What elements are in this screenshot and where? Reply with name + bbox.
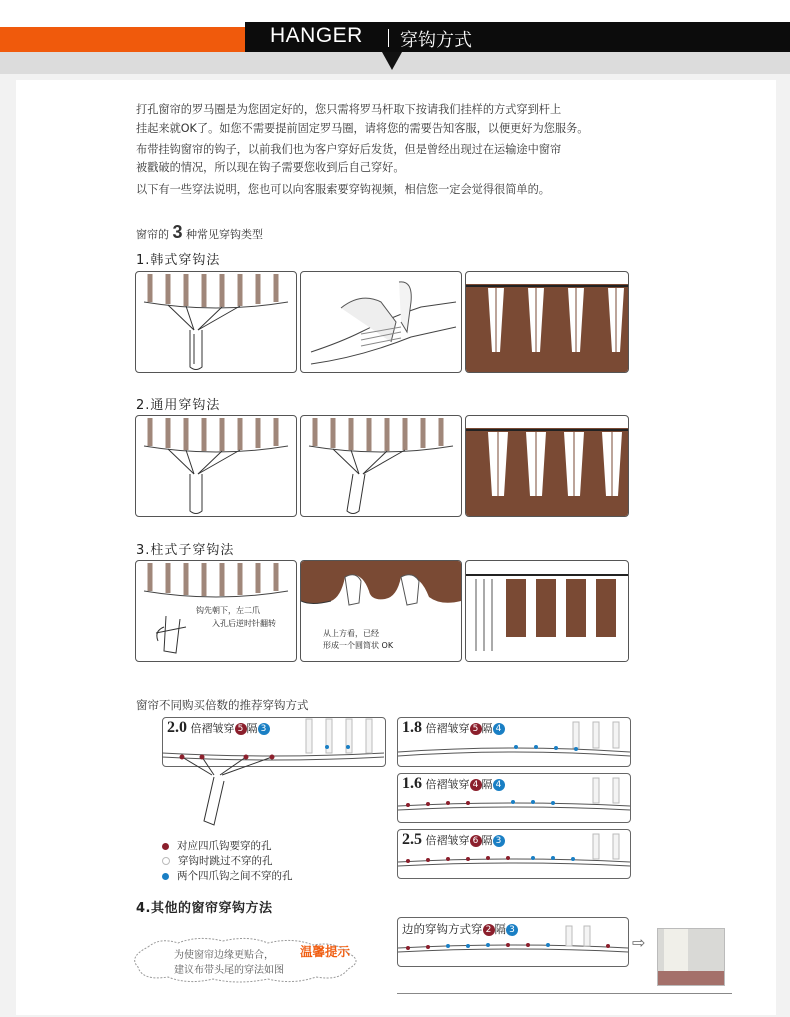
method-3-image-2 bbox=[300, 560, 462, 662]
curtain-tape-hook-illustration bbox=[136, 272, 296, 372]
intro-paragraph-1a: 打孔窗帘的罗马圈是为您固定好的，您只需将罗马杆取下按请我们挂样的方式穿到杆上 bbox=[136, 103, 562, 116]
blue-dot-icon bbox=[162, 873, 169, 880]
method-1-title: 1.韩式穿钩法 bbox=[136, 253, 221, 268]
hook-insertion-illustration bbox=[301, 272, 461, 372]
types-count: 3 bbox=[172, 222, 183, 242]
other-heading: 4.其他的窗帘穿钩方法 bbox=[136, 901, 273, 916]
mult-2.5: 2.5 bbox=[402, 831, 422, 848]
header-arrow-icon bbox=[382, 52, 402, 70]
bottom-divider bbox=[397, 993, 732, 994]
mult-1.8: 1.8 bbox=[402, 719, 422, 736]
r1-text-b: 隔 bbox=[246, 722, 258, 735]
r1-skip-count: 3 bbox=[258, 723, 270, 735]
recommend-2.5-box bbox=[397, 829, 631, 879]
edge-method-holes bbox=[398, 918, 628, 966]
intro-paragraph-2b: 被戳破的情况，所以现在钩子需要您收到后自己穿好。 bbox=[136, 161, 405, 174]
method-2-image-1 bbox=[135, 415, 297, 517]
r2-text-b: 隔 bbox=[481, 722, 493, 735]
header-title-cn: 穿钩方式 bbox=[400, 30, 472, 51]
method-1-image-3 bbox=[465, 271, 629, 373]
method-3-note-b1: 从上方看，已经 bbox=[323, 629, 379, 638]
r4-skip-count: 3 bbox=[493, 835, 505, 847]
legend-item-pierce bbox=[162, 838, 272, 853]
r3-pierce-count: 4 bbox=[470, 779, 482, 791]
recommend-1.8-holes bbox=[398, 718, 630, 766]
method-3-note-a2: 入孔后逆时针翻转 bbox=[212, 619, 276, 628]
recommend-1.6-holes bbox=[398, 774, 630, 822]
arrow-right-icon: ⇨ bbox=[632, 933, 646, 952]
mult-2.0: 2.0 bbox=[167, 719, 187, 736]
content-panel bbox=[16, 80, 776, 1015]
curtain-tape-hook-illustration bbox=[136, 416, 296, 516]
types-prefix: 窗帘的 bbox=[136, 228, 169, 241]
method-2-title: 2.通用穿钩法 bbox=[136, 398, 221, 413]
r2-pierce-count: 5 bbox=[470, 723, 482, 735]
method-1-image-2 bbox=[300, 271, 462, 373]
r4-text-a: 倍褶皱穿 bbox=[425, 834, 470, 847]
method-3-note-b2: 形成一个圆筒状 OK bbox=[323, 641, 394, 650]
intro-paragraph-2a: 布带挂钩窗帘的钩子，以前我们也为客户穿好后发货，但是曾经出现过在运输途中窗帘 bbox=[136, 143, 562, 156]
edge-text-a: 边的穿钩方式穿 bbox=[402, 922, 483, 936]
intro-paragraph-1b: 挂起来就OK了。如您不需要提前固定罗马圈，请将您的需要告知客服，以便更好为您服务。 bbox=[136, 122, 589, 135]
intro-paragraph-3: 以下有一些穿法说明，您也可以向客服索要穿钩视频，相信您一定会觉得很简单的。 bbox=[136, 183, 550, 196]
method-2-image-3 bbox=[465, 415, 629, 517]
photo-bottom bbox=[658, 971, 724, 985]
photo-thumbnail bbox=[657, 928, 725, 986]
header-title-en: HANGER bbox=[270, 24, 363, 47]
r1-text-a: 倍褶皱穿 bbox=[190, 722, 235, 735]
r1-pierce-count: 5 bbox=[235, 723, 247, 735]
edge-skip-count: 3 bbox=[506, 924, 518, 936]
edge-text-b: 隔 bbox=[494, 922, 506, 936]
recommend-2.0-hook-diagram bbox=[162, 717, 384, 827]
method-3-title: 3.柱式子穿钩法 bbox=[136, 543, 235, 558]
recommend-2.5-holes bbox=[398, 830, 630, 878]
method-3-image-3 bbox=[465, 560, 629, 662]
types-suffix: 种常见穿钩类型 bbox=[186, 228, 264, 241]
r4-text-b: 隔 bbox=[481, 834, 493, 847]
bubble-text-2: 建议布带头尾的穿法如图 bbox=[174, 965, 284, 976]
legend-item-skip bbox=[162, 853, 273, 868]
edge-pierce-count: 2 bbox=[483, 924, 495, 936]
header-separator bbox=[388, 29, 389, 47]
r3-text-b: 隔 bbox=[481, 778, 493, 791]
recommend-1.6-box bbox=[397, 773, 631, 823]
edge-method-box bbox=[397, 917, 629, 967]
legend-item-between bbox=[162, 868, 293, 883]
r3-skip-count: 4 bbox=[493, 779, 505, 791]
r3-text-a: 倍褶皱穿 bbox=[425, 778, 470, 791]
types-heading bbox=[136, 222, 263, 243]
hung-curtain-illustration bbox=[466, 272, 628, 372]
method-3-image-1 bbox=[135, 560, 297, 662]
recommend-1.8-box bbox=[397, 717, 631, 767]
hung-curtain-illustration bbox=[466, 561, 628, 661]
r2-text-a: 倍褶皱穿 bbox=[425, 722, 470, 735]
recommend-heading: 窗帘不同购买倍数的推荐穿钩方式 bbox=[136, 698, 309, 712]
legend-label-3: 两个四爪钩之间不穿的孔 bbox=[177, 870, 293, 882]
legend-label-2: 穿钩时跳过不穿的孔 bbox=[178, 855, 273, 867]
header-orange-bar bbox=[0, 27, 245, 52]
maroon-dot-icon bbox=[162, 843, 169, 850]
r4-pierce-count: 6 bbox=[470, 835, 482, 847]
curtain-tape-hook-illustration bbox=[301, 416, 461, 516]
r2-skip-count: 4 bbox=[493, 723, 505, 735]
method-1-image-1 bbox=[135, 271, 297, 373]
method-2-image-2 bbox=[300, 415, 462, 517]
warm-tip: 温馨提示 bbox=[300, 944, 351, 959]
hung-curtain-illustration bbox=[466, 416, 628, 516]
white-dot-icon bbox=[162, 857, 170, 865]
mult-1.6: 1.6 bbox=[402, 775, 422, 792]
method-3-note-a1: 钩先朝下，左二爪 bbox=[196, 606, 260, 615]
bubble-text-1: 为使窗帘边缘更贴合， bbox=[174, 950, 274, 961]
legend-label-1: 对应四爪钩要穿的孔 bbox=[177, 840, 272, 852]
